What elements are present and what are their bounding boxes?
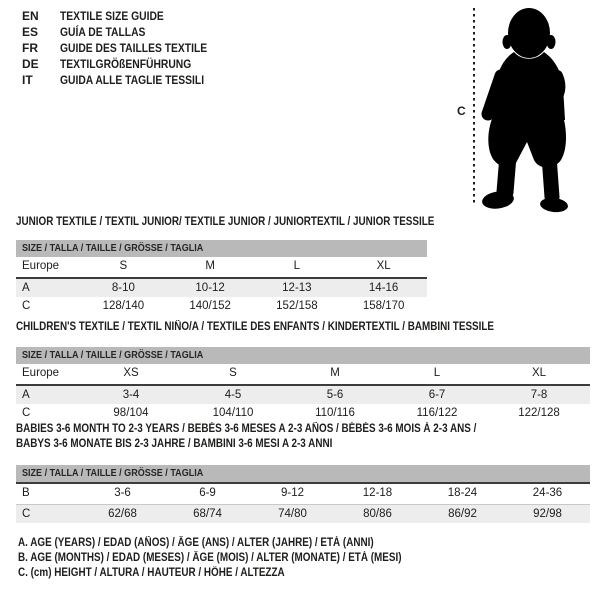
size-value-cell: S	[119, 260, 128, 272]
legend-line	[18, 566, 464, 581]
size-value-cell: 10-12	[195, 282, 225, 294]
size-value-cell: L	[433, 367, 441, 379]
height-figure	[450, 0, 600, 215]
size-value-cell: XL	[376, 260, 391, 272]
size-header-text: SIZE / TALLA / TAILLE / GRÖSSE / TAGLIA	[22, 242, 204, 254]
children-table-title	[16, 320, 572, 335]
size-value-cell: 5-6	[326, 389, 344, 401]
size-value-cell: 122/128	[518, 407, 560, 419]
size-header-bar	[16, 465, 590, 484]
size-value-cell: 128/140	[102, 300, 145, 312]
table-title-line: BABIES 3-6 MONTH TO 2-3 YEARS / BEBÉS 3-6 MESES A 2-3 AÑOS / BÉBÉS 3-6 MOIS À 2-3 ANS /	[16, 423, 477, 435]
legend-text: C. (cm) HEIGHT / ALTURA / HAUTEUR / HÖHE / ALTEZZA	[18, 567, 285, 579]
size-header-bar	[16, 240, 427, 257]
size-value-cell: XS	[123, 367, 139, 379]
row-label: C	[22, 300, 31, 312]
height-c-label: C	[457, 104, 466, 118]
language-code: FR	[22, 41, 38, 55]
legend-text: A. AGE (YEARS) / EDAD (AÑOS) / ÂGE (ANS) / ALTER (JAHRE) / ETÀ (ANNI)	[18, 537, 374, 549]
language-code: ES	[22, 25, 39, 39]
size-value-cell: XL	[531, 367, 547, 379]
size-header-bar	[16, 347, 590, 364]
legend-line	[18, 551, 464, 566]
size-value-cell: 14-16	[368, 282, 399, 294]
table-title-line: JUNIOR TEXTILE / TEXTIL JUNIOR/ TEXTILE JUNIOR / JUNIORTEXTIL / JUNIOR TESSILE	[16, 216, 435, 228]
baby-silhouette	[481, 8, 569, 213]
row-label: A	[22, 282, 30, 294]
language-row	[22, 40, 231, 56]
table-title-line: CHILDREN'S TEXTILE / TEXTIL NIÑO/A / TEXTILE DES ENFANTS / KINDERTEXTIL / BAMBINI TESSILE	[16, 321, 495, 333]
size-value-cell: 92/98	[533, 508, 562, 520]
size-value-cell: 7-8	[530, 389, 548, 401]
table-row	[16, 386, 590, 404]
language-title: GUÍA DE TALLAS	[60, 25, 146, 39]
language-title: TEXTILGRÖßENFÜHRUNG	[60, 57, 192, 71]
size-value-cell: 9-12	[280, 487, 305, 499]
language-code: DE	[22, 57, 39, 71]
size-value-cell: 86/92	[448, 508, 477, 520]
legend-line	[18, 536, 464, 551]
language-title: GUIDA ALLE TAGLIE TESSILI	[60, 73, 205, 87]
legend-text: B. AGE (MONTHS) / EDAD (MESES) / ÂGE (MOIS) / ALTER (MONATE) / ETÀ (MESI)	[18, 552, 402, 564]
row-label: B	[22, 487, 30, 499]
size-header-text: SIZE / TALLA / TAILLE / GRÖSSE / TAGLIA	[22, 349, 204, 361]
language-list	[22, 8, 231, 88]
size-value-cell: 110/116	[315, 407, 355, 419]
table-row	[16, 297, 427, 315]
size-value-cell: 8-10	[111, 282, 135, 294]
size-value-cell: 68/74	[193, 508, 222, 520]
language-title: GUIDE DES TAILLES TEXTILE	[60, 41, 208, 55]
language-row	[22, 8, 231, 24]
size-value-cell: 116/122	[416, 407, 458, 419]
table-row	[16, 505, 590, 523]
language-title: TEXTILE SIZE GUIDE	[60, 9, 164, 23]
language-row	[22, 72, 231, 88]
size-value-cell: M	[205, 260, 215, 272]
size-value-cell: 74/80	[278, 508, 307, 520]
row-label: C	[22, 407, 31, 419]
babies-size-table	[16, 465, 590, 523]
language-code: EN	[22, 9, 39, 23]
size-value-cell: 104/110	[212, 407, 254, 419]
size-value-cell: 80/86	[363, 508, 392, 520]
size-value-cell: S	[229, 367, 237, 379]
size-value-cell: 98/104	[113, 407, 149, 419]
table-title-line: BABYS 3-6 MONATE BIS 2-3 JAHRE / BAMBINI 3-6 MESI A 2-3 ANNI	[16, 438, 333, 450]
row-label: C	[22, 508, 31, 520]
size-value-cell: 152/158	[276, 300, 318, 312]
row-label: A	[22, 389, 30, 401]
row-label: Europe	[22, 367, 60, 379]
children-size-table	[16, 347, 590, 422]
size-value-cell: 3-4	[122, 389, 140, 401]
language-row	[22, 24, 231, 40]
legend	[18, 536, 464, 581]
size-value-cell: 3-6	[114, 487, 131, 499]
table-row	[16, 364, 590, 386]
size-value-cell: 24-36	[532, 487, 563, 499]
size-value-cell: 4-5	[224, 389, 242, 401]
language-row	[22, 56, 231, 72]
baby-silhouette-graphic	[450, 0, 600, 215]
size-value-cell: 12-18	[362, 487, 393, 499]
size-value-cell: 6-9	[199, 487, 216, 499]
table-row	[16, 484, 590, 505]
size-value-cell: 140/152	[189, 300, 231, 312]
size-header-text: SIZE / TALLA / TAILLE / GRÖSSE / TAGLIA	[22, 467, 204, 479]
junior-size-table	[16, 240, 427, 315]
size-value-cell: 158/170	[362, 300, 405, 312]
table-row	[16, 279, 427, 297]
table-row	[16, 257, 427, 279]
row-label: Europe	[22, 260, 60, 272]
size-value-cell: 12-13	[282, 282, 312, 294]
babies-table-title	[16, 422, 600, 452]
size-value-cell: M	[330, 367, 340, 379]
table-row	[16, 404, 590, 422]
size-value-cell: L	[293, 260, 301, 272]
size-value-cell: 6-7	[428, 389, 446, 401]
size-value-cell: 18-24	[447, 487, 478, 499]
size-value-cell: 62/68	[108, 508, 137, 520]
junior-table-title	[16, 215, 502, 230]
language-code: IT	[22, 73, 33, 87]
